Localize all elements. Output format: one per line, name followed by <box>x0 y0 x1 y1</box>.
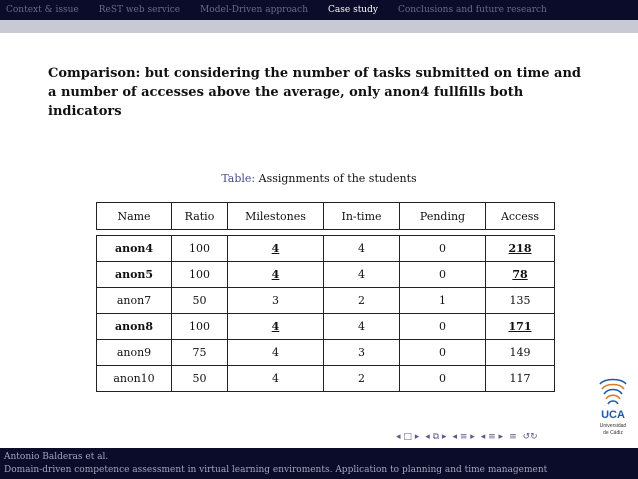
cell-milestones: 4 <box>228 262 324 288</box>
cell-access: 117 <box>486 366 555 392</box>
table-row <box>97 288 555 314</box>
table-row <box>97 314 555 340</box>
cell-pending: 0 <box>400 262 486 288</box>
cell-name: anon5 <box>97 262 172 288</box>
footer-author: Antonio Balderas et al. <box>4 452 109 462</box>
header-stripe <box>0 20 638 33</box>
nav-search-icon[interactable]: ↺↻ <box>522 432 538 442</box>
cell-access: 135 <box>486 288 555 314</box>
header-access: Access <box>486 203 555 230</box>
cell-milestones: 4 <box>228 314 324 340</box>
table-caption <box>0 172 638 185</box>
nav-item-conclusions[interactable]: Conclusions and future research <box>397 5 547 15</box>
caption-label: Table: <box>221 172 256 185</box>
cell-ratio: 75 <box>172 340 228 366</box>
cell-in-time: 2 <box>324 288 400 314</box>
caption-text: Assignments of the students <box>258 172 417 185</box>
nav-prev-section-icon[interactable]: ◂ ≡ ▸ <box>452 432 475 442</box>
cell-pending: 0 <box>400 236 486 262</box>
cell-name: anon10 <box>97 366 172 392</box>
cell-milestones: 4 <box>228 236 324 262</box>
nav-item-context[interactable]: Context & issue <box>6 5 79 15</box>
cell-pending: 0 <box>400 314 486 340</box>
slide-footer <box>0 448 638 479</box>
cell-milestones: 4 <box>228 366 324 392</box>
cell-ratio: 100 <box>172 262 228 288</box>
cell-name: anon8 <box>97 314 172 340</box>
cell-name: anon7 <box>97 288 172 314</box>
cell-in-time: 3 <box>324 340 400 366</box>
header-pending: Pending <box>400 203 486 230</box>
cell-access: 149 <box>486 340 555 366</box>
table-row <box>97 366 555 392</box>
cell-access: 171 <box>486 314 555 340</box>
table-row <box>97 236 555 262</box>
cell-ratio: 100 <box>172 314 228 340</box>
nav-prev-frame-icon[interactable]: ◂ □ ▸ <box>396 432 420 442</box>
footer-title: Domain-driven competence assessment in virtual learning enviroments. Application to planning and time management <box>4 465 548 475</box>
section-navigation-bar <box>0 0 638 20</box>
cell-pending: 0 <box>400 366 486 392</box>
table-header-row <box>97 203 555 230</box>
assignments-table <box>96 202 555 392</box>
cell-access: 218 <box>486 236 555 262</box>
header-in-time: In-time <box>324 203 400 230</box>
cell-milestones: 4 <box>228 340 324 366</box>
logo-brand-text: UCA <box>601 409 625 421</box>
header-ratio: Ratio <box>172 203 228 230</box>
nav-item-case-study[interactable]: Case study <box>328 5 378 15</box>
header-milestones: Milestones <box>228 203 324 230</box>
table-row <box>97 340 555 366</box>
cell-ratio: 100 <box>172 236 228 262</box>
header-name: Name <box>97 203 172 230</box>
cell-milestones: 3 <box>228 288 324 314</box>
cell-in-time: 2 <box>324 366 400 392</box>
university-logo <box>592 376 634 438</box>
cell-name: anon4 <box>97 236 172 262</box>
table-row <box>97 262 555 288</box>
nav-align-icon[interactable]: ≡ <box>509 432 517 442</box>
cell-in-time: 4 <box>324 236 400 262</box>
cell-name: anon9 <box>97 340 172 366</box>
nav-next-section-icon[interactable]: ◂ ≡ ▸ <box>480 432 504 442</box>
cell-ratio: 50 <box>172 366 228 392</box>
cell-pending: 0 <box>400 340 486 366</box>
cell-in-time: 4 <box>324 262 400 288</box>
slide-heading: Comparison: but considering the number of tasks submitted on time and a number of accesses above the average, only anon4 fullfills both indicators <box>48 66 582 119</box>
nav-item-rest-web-service[interactable]: ReST web service <box>98 5 181 15</box>
beamer-navigation-symbols <box>396 432 538 442</box>
cell-in-time: 4 <box>324 314 400 340</box>
nav-prev-subsection-icon[interactable]: ◂ ⧉ ▸ <box>425 432 447 442</box>
cell-access: 78 <box>486 262 555 288</box>
nav-item-model-driven[interactable]: Model-Driven approach <box>200 5 309 15</box>
logo-line1: Universidad <box>599 423 627 429</box>
logo-emblem-icon <box>600 380 626 405</box>
logo-line2: de Cádiz <box>603 430 623 436</box>
cell-ratio: 50 <box>172 288 228 314</box>
cell-pending: 1 <box>400 288 486 314</box>
